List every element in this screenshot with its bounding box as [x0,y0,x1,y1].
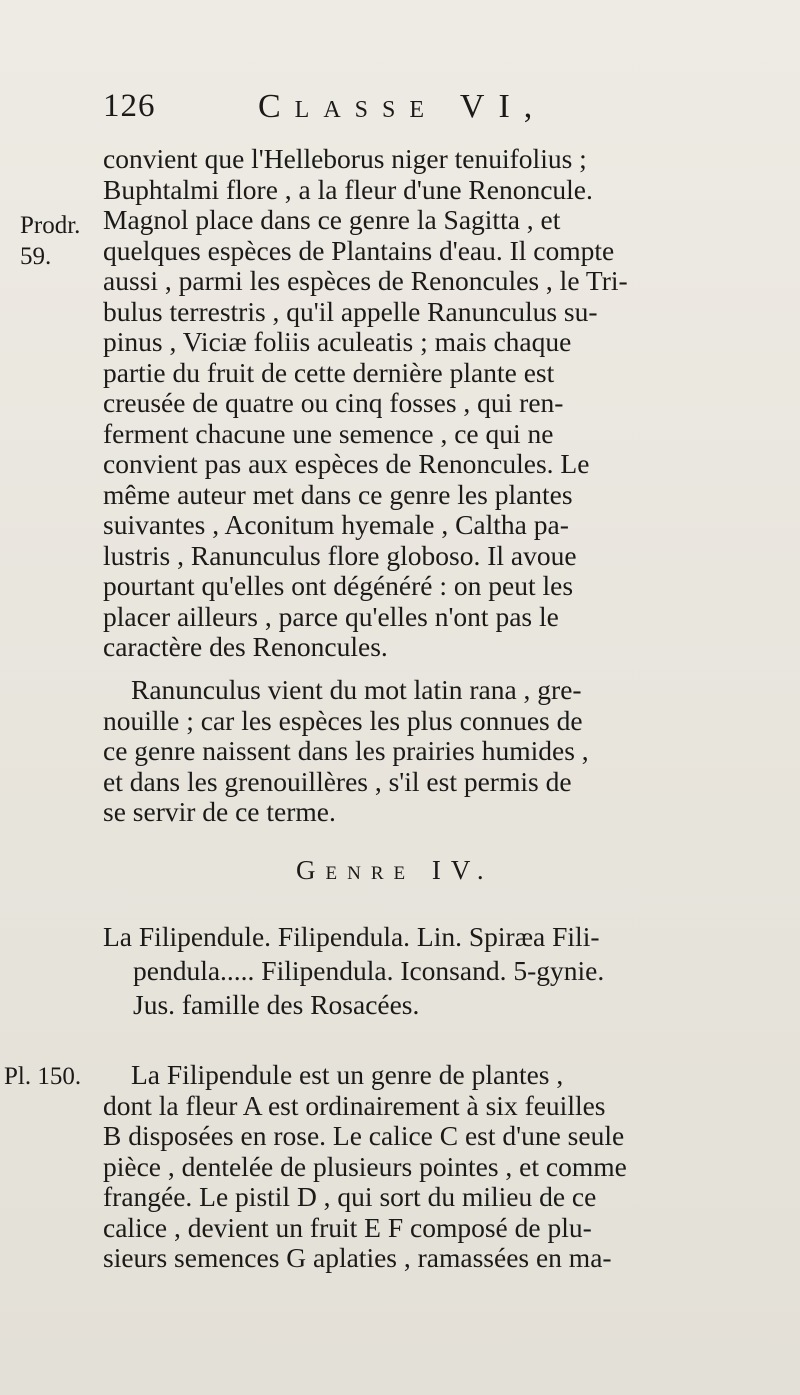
text-line: dont la fleur A est ordinairement à six feuilles [103,1089,606,1121]
text-line: lustris , Ranunculus flore globoso. Il avoue [103,539,577,571]
text-line: calice , devient un fruit E F composé de plu- [103,1211,592,1243]
page-number: 126 [103,88,156,124]
text-line: B disposées en rose. Le calice C est d'une seule [103,1120,625,1151]
paragraph-3 [103,1060,728,1274]
text-line: Buphtalmi flore , a la fleur d'une Renoncule. [103,173,593,205]
text-line: pinus , Viciæ foliis aculeatis ; mais chaque [103,326,572,357]
text-line: nouille ; car les espèces les plus connues de [103,704,583,736]
text-line: et dans les grenouillères , s'il est permis de [103,765,572,797]
text-line: frangée. Le pistil D , qui sort du milieu de ce [103,1181,597,1212]
text-line: ce genre naissent dans les prairies humides , [103,735,589,766]
text-line: caractère des Renoncules. [103,631,388,662]
page-header [103,88,713,148]
text-line: même auteur met dans ce genre les plantes [103,478,573,510]
genre-heading: Genre IV. [296,855,494,885]
running-title: Classe VI, [258,88,547,125]
text-line: bulus terrestris , qu'il appelle Ranunculus su- [103,295,598,327]
text-line: suivantes , Aconitum hyemale , Caltha pa- [103,509,569,540]
genre-entry [103,920,728,1022]
text-line: quelques espèces de Plantains d'eau. Il compte [103,234,615,266]
text-line: Jus. famille des Rosacées. [133,989,420,1020]
text-line: convient que l'Helleborus niger tenuifolius ; [103,143,587,174]
paragraph-1 [103,144,728,663]
text-line: aussi , parmi les espèces de Renoncules , le Tri- [103,265,628,296]
text-line: La Filipendule est un genre de plantes , [131,1059,564,1090]
text-line: Ranunculus vient du mot latin rana , gre- [131,674,582,705]
text-line: creusée de quatre ou cinq fosses , qui ren- [103,387,564,418]
paragraph-2 [103,675,728,828]
margin-note-plate: Pl. 150. [4,1063,82,1090]
text-line: partie du fruit de cette dernière plante est [103,356,555,388]
text-line: placer ailleurs , parce qu'elles n'ont pas le [103,600,559,632]
text-line: se servir de ce terme. [103,796,336,827]
text-line: sieurs semences G aplaties , ramassées en ma- [103,1242,612,1273]
text-line: ferment chacune une semence , ce qui ne [103,417,554,449]
text-line: convient pas aux espèces de Renoncules. Le [103,448,590,479]
text-line: pourtant qu'elles ont dégénéré : on peut les [103,570,574,601]
text-line: pièce , dentelée de plusieurs pointes , et comme [103,1150,627,1182]
text-line: Magnol place dans ce genre la Sagitta , et [103,204,561,235]
text-line: La Filipendule. Filipendula. Lin. Spiræa Fili- [103,921,600,952]
margin-note-prodr: Prodr. [20,212,81,239]
margin-note-prodr-page: 59. [20,243,52,270]
text-line: pendula..... Filipendula. Iconsand. 5-gynie. [133,955,605,986]
